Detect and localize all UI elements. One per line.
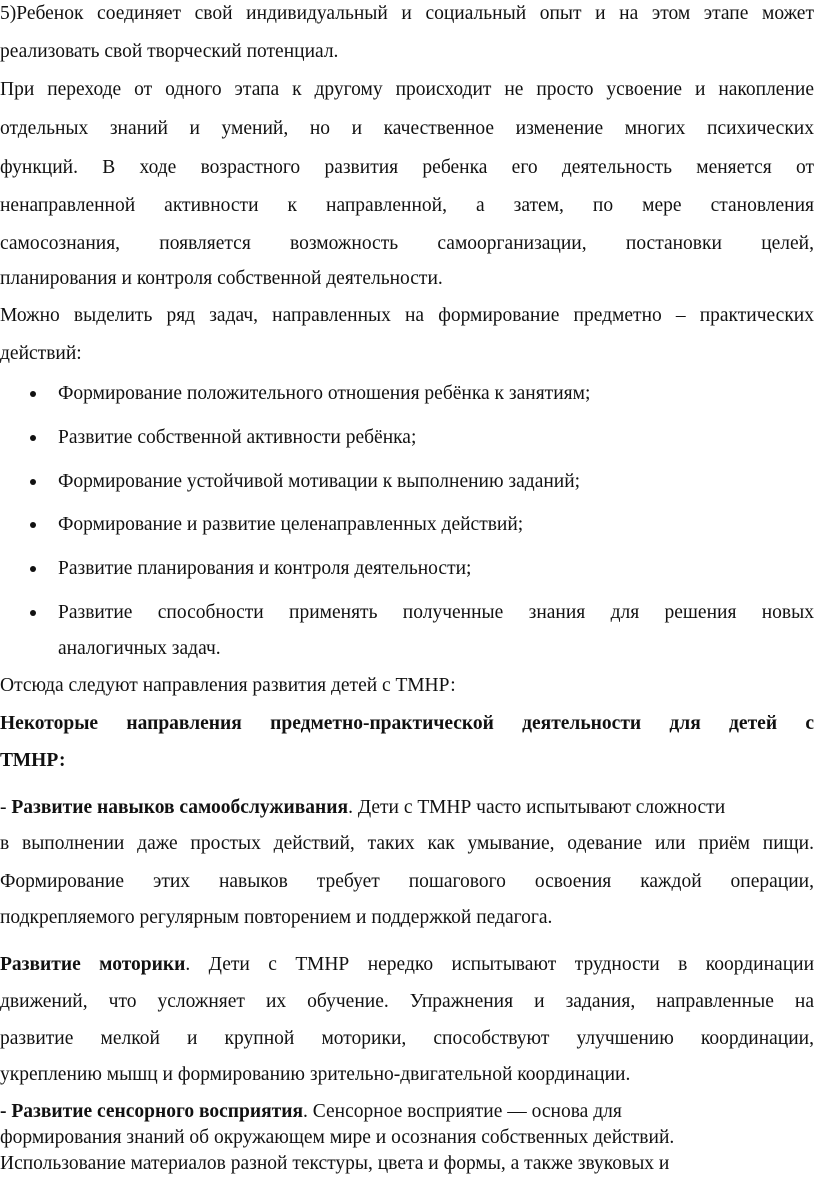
list-item: Формирование и развитие целенаправленных действий; [58,514,524,535]
dash-marker: - [0,797,12,818]
topic-title: - Развитие сенсорного восприятия [0,1101,304,1122]
bullet-marker [30,610,36,616]
bullet-marker [30,522,36,528]
paragraph-line: ненаправленной активности к направленной, а затем, по мере становления [0,195,814,216]
paragraph-line: 5)Ребенок соединяет свой индивидуальный и социальный опыт и на этом этапе может [0,3,814,24]
list-item: Формирование устойчивой мотивации к выполнению заданий; [58,471,581,492]
bullet-marker [30,435,36,441]
paragraph-line [0,953,814,977]
topic-title: Развитие навыков самообслуживания [11,797,349,818]
paragraph-line: реализовать свой творческий потенциал. [0,41,339,62]
paragraph-line: При переходе от одного этапа к другому происходит не просто усвоение и накопление [0,79,814,100]
paragraph-line [0,796,725,820]
paragraph-line: движений, что усложняет их обучение. Упражнения и задания, направленные на [0,991,814,1012]
paragraph-line: самосознания, появляется возможность самоорганизации, постановки целей, [0,233,814,254]
paragraph-line: подкрепляемого регулярным повторением и поддержкой педагога. [0,907,553,928]
section-heading: Некоторые направления предметно-практической деятельности для детей с [0,713,814,734]
bullet-marker [30,479,36,485]
paragraph-line: Использование материалов разной текстуры, цвета и формы, а также звуковых и [0,1153,670,1174]
bullet-marker [30,391,36,397]
list-item: Развитие планирования и контроля деятельности; [58,558,472,579]
paragraph-line: функций. В ходе возрастного развития ребенка его деятельность меняется от [0,157,814,178]
paragraph-text: . Дети с ТМНР нередко испытывают трудности в координации [185,954,814,975]
list-item: Формирование положительного отношения ребёнка к занятиям; [58,383,591,404]
paragraph-line: в выполнении даже простых действий, таких как умывание, одевание или приём пищи. [0,833,814,854]
list-item: Развитие собственной активности ребёнка; [58,427,417,448]
paragraph-line: отдельных знаний и умений, но и качественное изменение многих психических [0,118,814,139]
list-item-continuation: аналогичных задач. [58,638,221,659]
section-heading: ТМНР: [0,750,66,771]
paragraph-line: Можно выделить ряд задач, направленных на формирование предметно – практических [0,305,814,326]
paragraph-line: развитие мелкой и крупной моторики, способствуют улучшению координации, [0,1028,814,1049]
topic-title: Развитие моторики [0,954,186,975]
paragraph-line: формирования знаний об окружающем мире и осознания собственных действий. [0,1127,675,1148]
list-item: Развитие способности применять полученные знания для решения новых [58,602,814,623]
paragraph-line: действий: [0,343,82,364]
paragraph-text: . Сенсорное восприятие — основа для [303,1101,622,1122]
paragraph-line [0,1100,622,1124]
paragraph-line: укреплению мышц и формированию зрительно-двигательной координации. [0,1064,631,1085]
paragraph-line: Формирование этих навыков требует пошагового освоения каждой операции, [0,871,814,892]
bullet-marker [30,566,36,572]
paragraph-line: Отсюда следуют направления развития детей с ТМНР: [0,675,456,696]
paragraph-text: . Дети с ТМНР часто испытывают сложности [348,797,726,818]
paragraph-line: планирования и контроля собственной деятельности. [0,268,443,289]
